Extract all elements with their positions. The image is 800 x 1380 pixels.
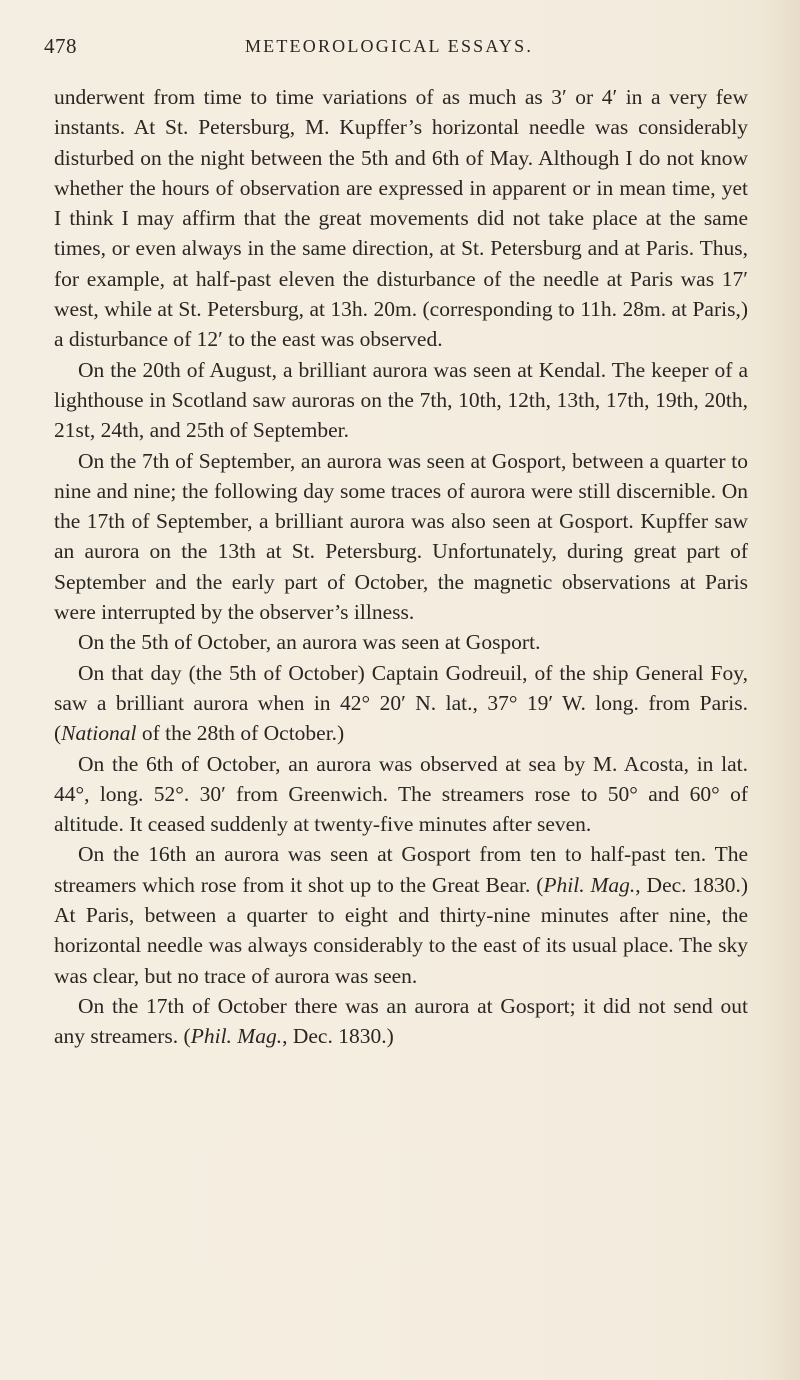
paragraph-6: On the 6th of October, an aurora was observed at sea by M. Acosta, in lat. 44°, long. 52°. 30′ from Greenwich. The streamers rose to 50° and 60° of altitude. It ceased suddenly at twenty-five minutes after seven. <box>54 751 748 837</box>
page-header <box>44 34 734 64</box>
body-text <box>54 82 748 1052</box>
paragraph-5 <box>54 658 748 749</box>
paragraph-3: On the 7th of September, an aurora was seen at Gosport, between a quarter to nine and nine; the following day some traces of aurora were still discernible. On the 17th of September, a brilliant aurora was also seen at Gosport. Kupffer saw an aurora on the 13th at St. Petersburg. Unfortunately, during great part of September and the early part of October, the magnetic observations at Paris were interrupted by the observer’s illness. <box>54 448 748 625</box>
paragraph-5-text-a: On that day (the 5th of October) Captain Godreuil, of the ship General Foy, saw a brilliant aurora when in 42° 20′ N. lat., 37° 19′ W. long. from Paris. ( <box>54 660 748 746</box>
paragraph-1: underwent from time to time variations of as much as 3′ or 4′ in a very few instants. At St. Petersburg, M. Kupffer’s horizontal needle was considerably disturbed on the night between the 5th and 6th of May. Although I do not know whether the hours of observation are expressed in apparent or in mean time, yet I think I may affirm that the great movements did not take place at the same times, or even always in the same direction, at St. Petersburg and at Paris. Thus, for example, at half-past eleven the disturbance of the needle at Paris was 17′ west, while at St. Petersburg, at 13h. 20m. (corresponding to 11h. 28m. at Paris,) a disturbance of 12′ to the east was observed. <box>54 85 748 352</box>
paragraph-8-text-a: On the 17th of October there was an aurora at Gosport; it did not send out any streamers. ( <box>54 993 748 1049</box>
paragraph-7-citation: Phil. Mag. <box>543 872 636 897</box>
paragraph-7 <box>54 839 748 990</box>
page-number: 478 <box>44 34 77 58</box>
paragraph-8 <box>54 991 748 1052</box>
paragraph-8-text-b: , Dec. 1830.) <box>282 1024 394 1049</box>
paragraph-8-citation: Phil. Mag. <box>190 1024 283 1049</box>
page-edge-shading <box>760 0 800 1380</box>
paragraph-5-citation: National <box>61 721 137 746</box>
paragraph-7-text-b: , Dec. 1830.) At Paris, between a quarter to eight and thirty-nine minutes after nine, the horizontal needle was always considerably to the east of its usual place. The sky was clear, but no trace of aurora was seen. <box>54 872 748 988</box>
paragraph-2: On the 20th of August, a brilliant aurora was seen at Kendal. The keeper of a lighthouse in Scotland saw auroras on the 7th, 10th, 12th, 13th, 17th, 19th, 20th, 21st, 24th, and 25th of September. <box>54 357 748 443</box>
paragraph-4: On the 5th of October, an aurora was seen at Gosport. <box>78 630 541 655</box>
paragraph-7-text-a: On the 16th an aurora was seen at Gosport from ten to half-past ten. The streamers which rose from it shot up to the Great Bear. ( <box>54 842 748 897</box>
running-head: METEOROLOGICAL ESSAYS. <box>244 36 534 56</box>
paragraph-5-text-b: of the 28th of October.) <box>136 721 345 746</box>
